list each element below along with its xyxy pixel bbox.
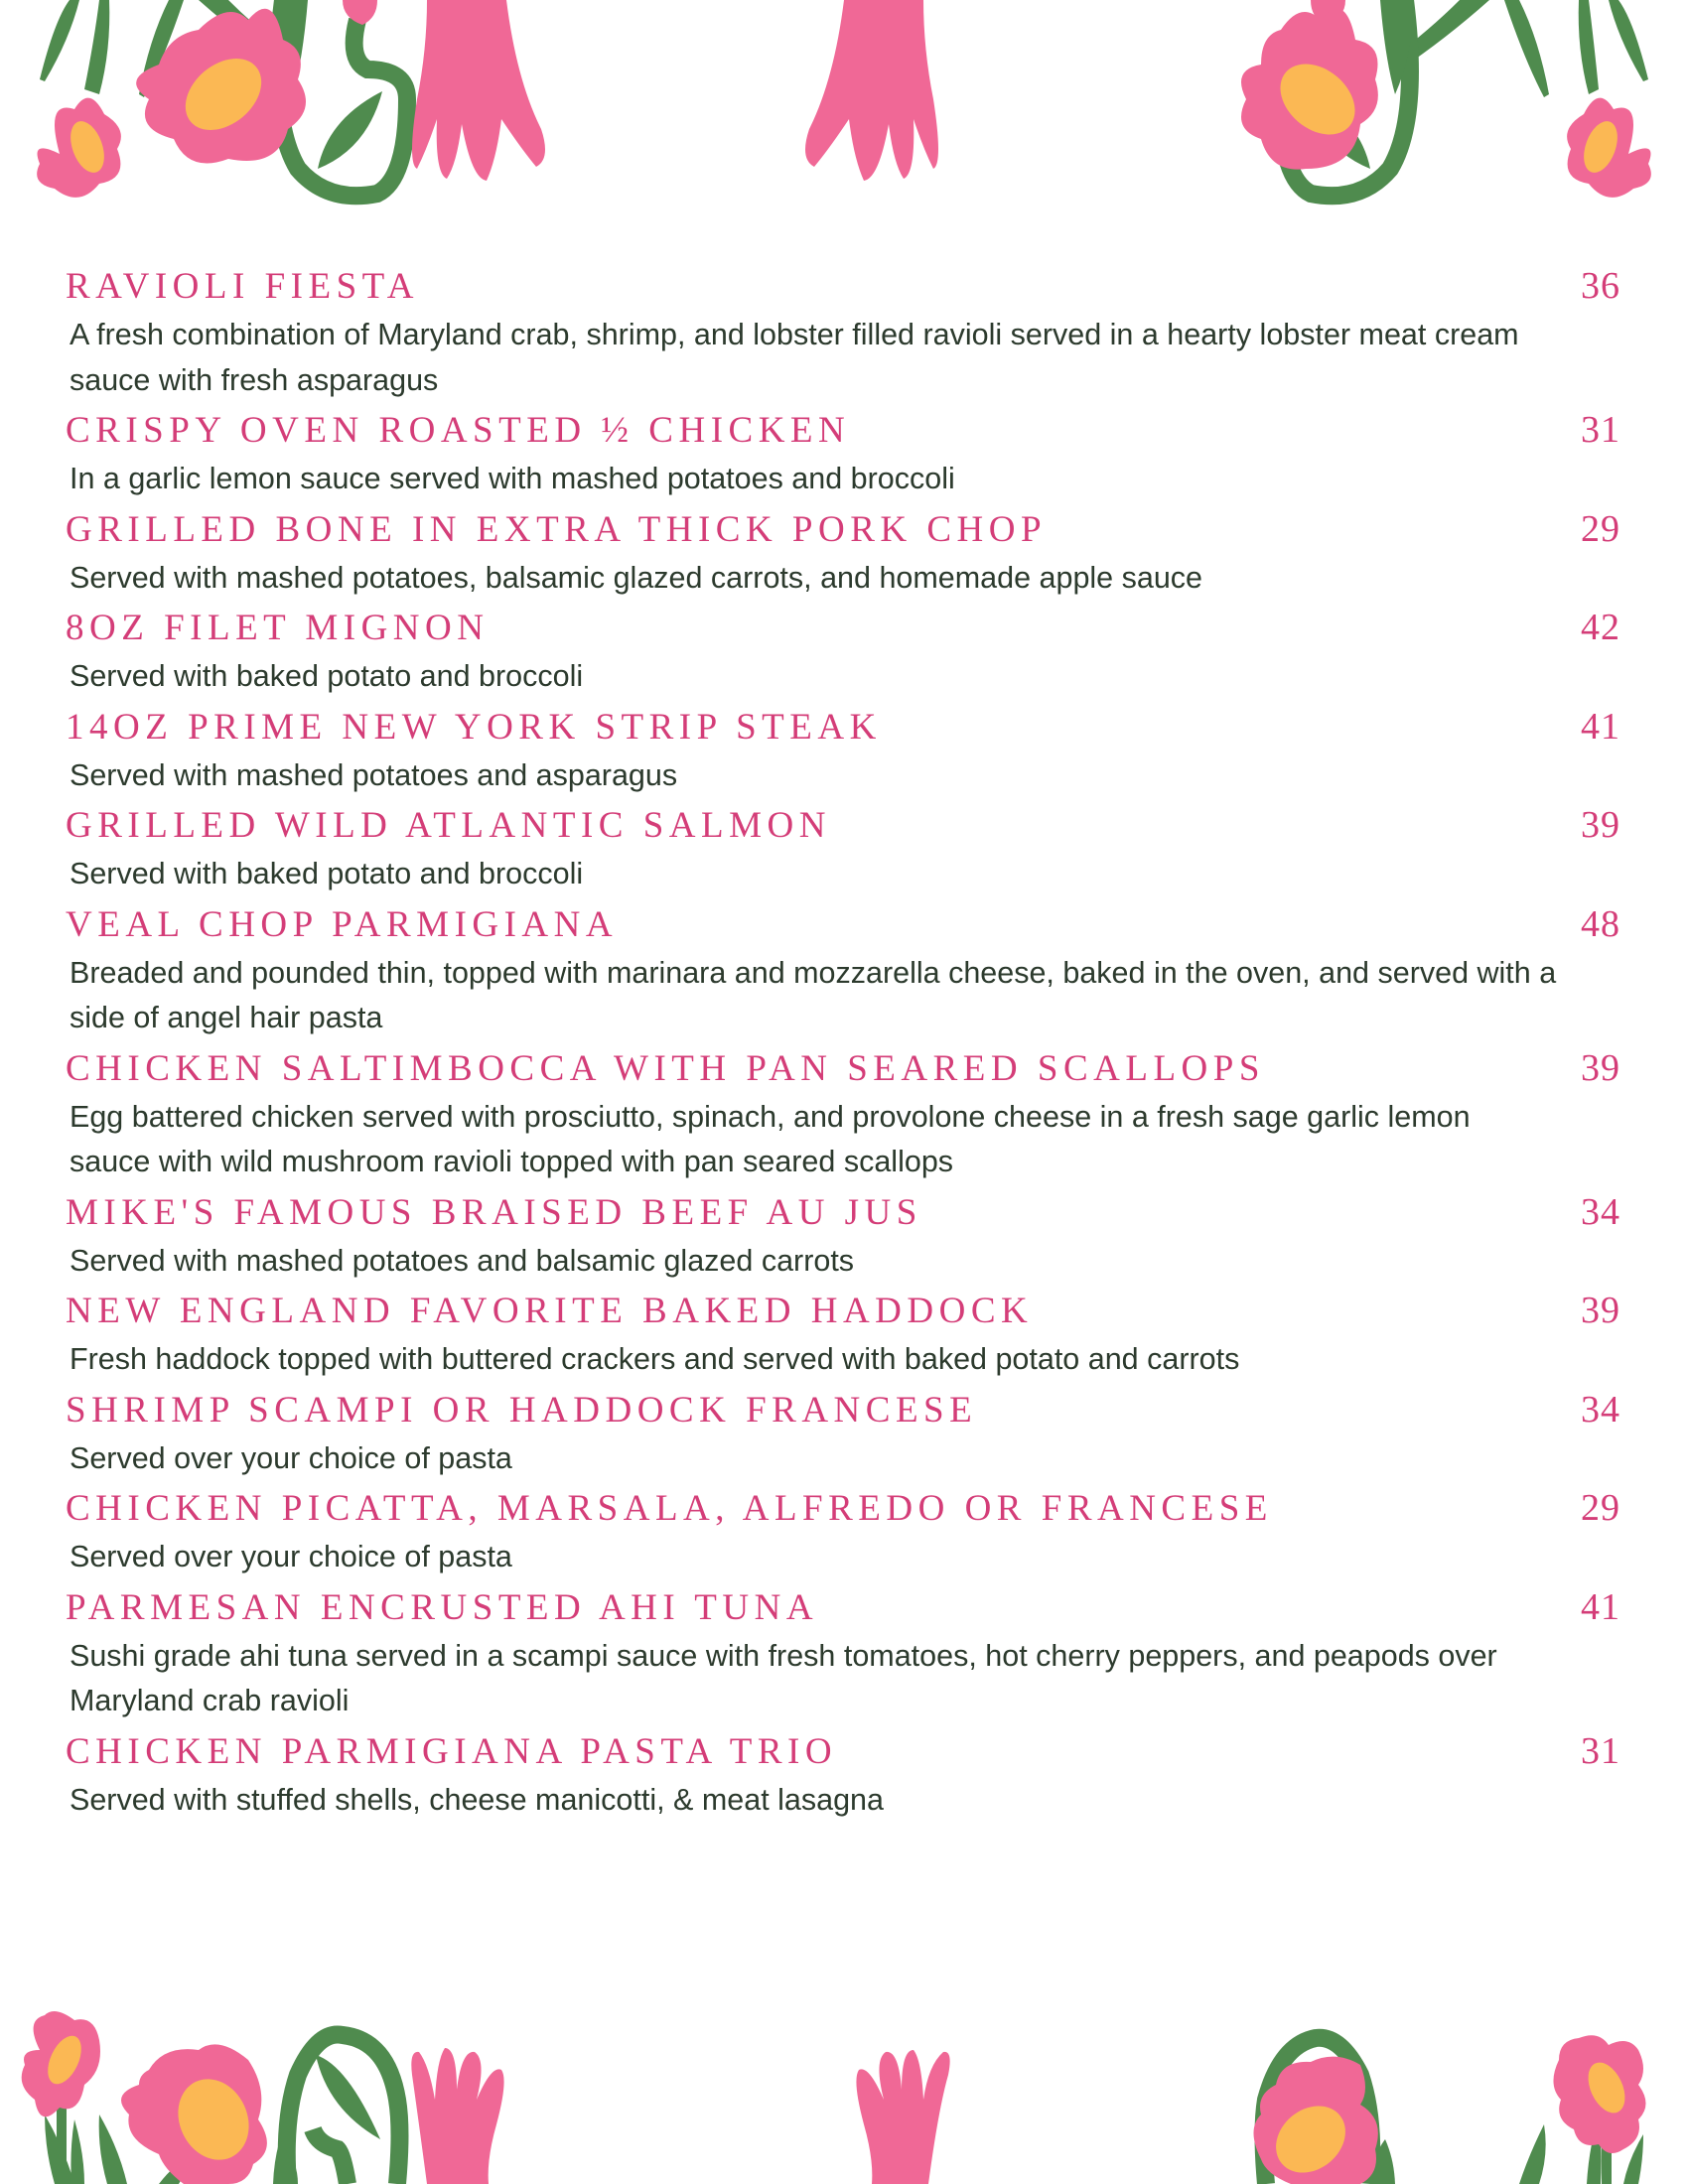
- menu-item-price: 31: [1581, 1729, 1620, 1772]
- menu-item-name: RAVIOLI FIESTA: [66, 266, 419, 307]
- menu-item-description: Served with baked potato and broccoli: [70, 659, 584, 693]
- menu-item-price: 34: [1581, 1190, 1620, 1233]
- menu-item-description: Served over your choice of pasta: [70, 1440, 512, 1475]
- menu-item-price: 31: [1581, 409, 1620, 451]
- menu-item: [66, 602, 1628, 701]
- menu-item-name: VEAL CHOP PARMIGIANA: [66, 903, 619, 945]
- floral-header-decoration: [0, 0, 1688, 213]
- menu-item-description: Fresh haddock topped with buttered crackers and served with baked potato and carrots: [70, 1342, 1240, 1376]
- menu-item-name: GRILLED WILD ATLANTIC SALMON: [66, 805, 831, 846]
- menu-item-price: 48: [1581, 902, 1620, 945]
- menu-item-description: Served over your choice of pasta: [70, 1540, 512, 1573]
- menu-item: [66, 1725, 1628, 1825]
- menu-item-name: NEW ENGLAND FAVORITE BAKED HADDOCK: [66, 1291, 1034, 1331]
- menu-item-description: Served with mashed potatoes and balsamic glazed carrots: [70, 1243, 855, 1278]
- flower-icon: [22, 2011, 1646, 2184]
- menu-item-name: CRISPY OVEN ROASTED ½ CHICKEN: [66, 410, 851, 451]
- menu-item: [66, 1581, 1628, 1725]
- menu-item-price: 41: [1581, 1585, 1620, 1628]
- menu-item-description: Served with stuffed shells, cheese manicotti, & meat lasagna: [70, 1782, 884, 1817]
- menu-item-name: 8OZ FILET MIGNON: [66, 608, 490, 648]
- menu-item-description: Served with baked potato and broccoli: [70, 857, 584, 890]
- menu-item-description: A fresh combination of Maryland crab, shrimp, and lobster filled ravioli served in a hearty lobster meat cream sauce with fresh asparagus: [70, 318, 1519, 397]
- menu-item-price: 29: [1581, 507, 1620, 550]
- menu-item: [66, 1384, 1628, 1483]
- menu-item: [66, 404, 1628, 503]
- menu-item-description: Egg battered chicken served with prosciutto, spinach, and provolone cheese in a fresh sage garlic lemon sauce with wild mushroom ravioli topped with pan seared scallops: [70, 1099, 1471, 1178]
- menu-item-price: 39: [1581, 1046, 1620, 1089]
- menu-item-description: Breaded and pounded thin, topped with marinara and mozzarella cheese, baked in the oven, and served with a side of angel hair pasta: [70, 955, 1557, 1034]
- menu-item: [66, 1042, 1628, 1186]
- menu-item-name: CHICKEN PICATTA, MARSALA, ALFREDO OR FRANCESE: [66, 1488, 1273, 1529]
- menu-item: [66, 1482, 1628, 1581]
- hand-shape-icon: [412, 0, 938, 181]
- menu-item-price: 29: [1581, 1487, 1620, 1529]
- menu-item-name: GRILLED BONE IN EXTRA THICK PORK CHOP: [66, 508, 1048, 550]
- menu-item: [66, 1186, 1628, 1286]
- menu-item-price: 36: [1581, 265, 1620, 307]
- menu-item-price: 34: [1581, 1388, 1620, 1431]
- menu-item-name: CHICKEN PARMIGIANA PASTA TRIO: [66, 1730, 838, 1772]
- menu-item: [66, 503, 1628, 603]
- menu-item-name: CHICKEN SALTIMBOCCA WITH PAN SEARED SCALLOPS: [66, 1047, 1265, 1089]
- floral-footer-decoration: [0, 1990, 1688, 2184]
- menu-item-description: Served with mashed potatoes and asparagus: [70, 757, 678, 792]
- menu-item-price: 42: [1581, 607, 1620, 648]
- menu-list: [66, 260, 1628, 1824]
- menu-item-name: 14OZ PRIME NEW YORK STRIP STEAK: [66, 706, 882, 748]
- menu-item-price: 39: [1581, 804, 1620, 846]
- menu-item-name: MIKE'S FAMOUS BRAISED BEEF AU JUS: [66, 1191, 922, 1233]
- menu-item-description: Sushi grade ahi tuna served in a scampi sauce with fresh tomatoes, hot cherry peppers, and peapods over Maryland crab ravioli: [70, 1638, 1497, 1717]
- menu-item-name: SHRIMP SCAMPI OR HADDOCK FRANCESE: [66, 1389, 978, 1431]
- menu-item-description: In a garlic lemon sauce served with mashed potatoes and broccoli: [70, 462, 955, 495]
- menu-item-price: 39: [1581, 1290, 1620, 1331]
- menu-item-price: 41: [1581, 705, 1620, 748]
- menu-item: [66, 260, 1628, 404]
- menu-item-description: Served with mashed potatoes, balsamic glazed carrots, and homemade apple sauce: [70, 560, 1203, 595]
- menu-item: [66, 701, 1628, 800]
- menu-item: [66, 799, 1628, 898]
- menu-item-name: PARMESAN ENCRUSTED AHI TUNA: [66, 1586, 819, 1628]
- menu-item: [66, 898, 1628, 1042]
- hand-shape-icon: [411, 2048, 949, 2184]
- menu-item: [66, 1285, 1628, 1384]
